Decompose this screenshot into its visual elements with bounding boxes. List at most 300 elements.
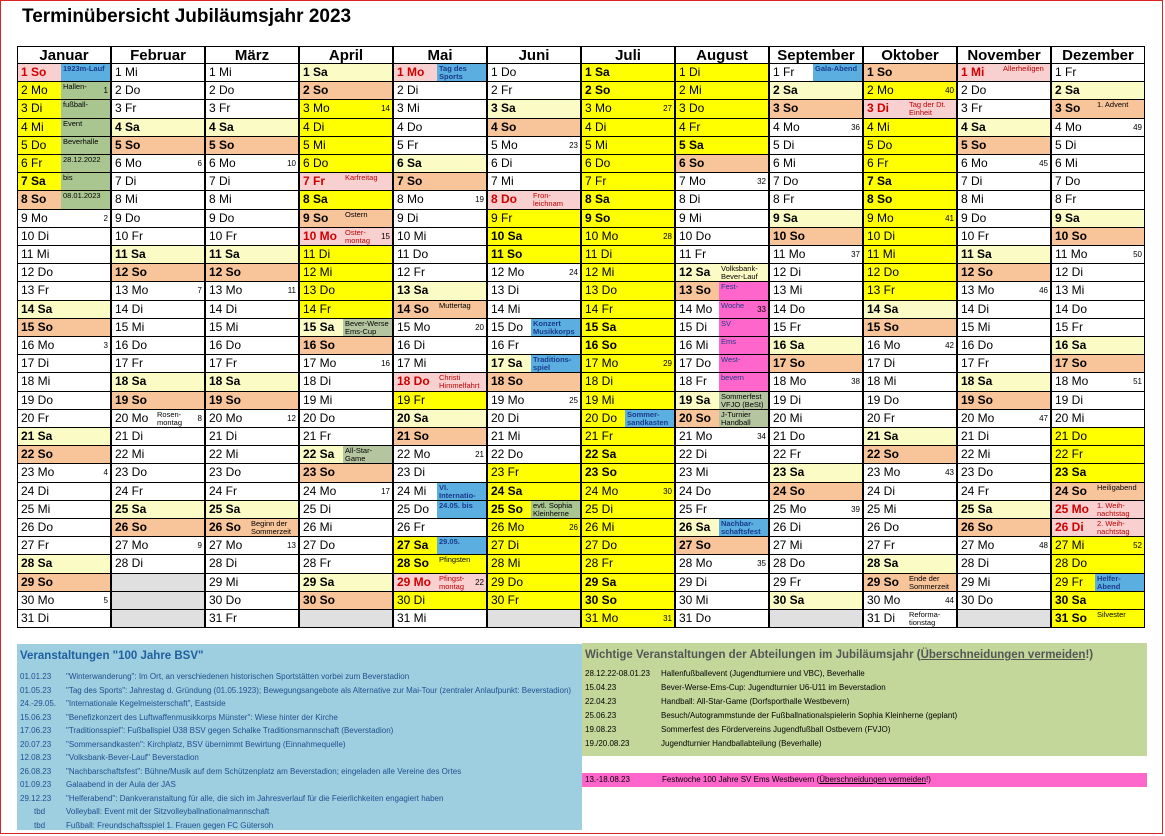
day-cell[interactable]: [17, 428, 111, 446]
day-cell[interactable]: [769, 592, 863, 610]
day-cell[interactable]: [205, 210, 299, 228]
day-cell[interactable]: [863, 301, 957, 319]
day-cell[interactable]: [769, 100, 863, 118]
day-cell[interactable]: [1051, 173, 1145, 191]
day-cell[interactable]: [581, 264, 675, 282]
day-cell[interactable]: [957, 373, 1051, 391]
day-cell[interactable]: [393, 119, 487, 137]
day-cell[interactable]: [299, 282, 393, 300]
day-cell[interactable]: [581, 119, 675, 137]
day-cell[interactable]: [581, 373, 675, 391]
day-cell[interactable]: [299, 464, 393, 482]
day-cell[interactable]: [863, 446, 957, 464]
day-cell[interactable]: [205, 137, 299, 155]
day-cell[interactable]: [957, 82, 1051, 100]
day-cell[interactable]: [1051, 100, 1145, 118]
day-cell[interactable]: [487, 301, 581, 319]
day-cell[interactable]: [675, 282, 769, 300]
day-cell[interactable]: [111, 155, 205, 173]
day-cell[interactable]: [581, 610, 675, 628]
day-cell[interactable]: [17, 191, 111, 209]
day-cell[interactable]: [581, 592, 675, 610]
day-cell[interactable]: [205, 483, 299, 501]
day-cell[interactable]: [17, 373, 111, 391]
day-cell[interactable]: [581, 410, 675, 428]
day-cell[interactable]: [393, 355, 487, 373]
day-cell[interactable]: [675, 246, 769, 264]
day-cell[interactable]: [863, 574, 957, 592]
day-cell[interactable]: [1051, 373, 1145, 391]
day-cell[interactable]: [393, 464, 487, 482]
day-cell[interactable]: [299, 519, 393, 537]
day-cell[interactable]: [581, 464, 675, 482]
day-cell[interactable]: [487, 410, 581, 428]
day-cell[interactable]: [299, 173, 393, 191]
day-cell[interactable]: [769, 464, 863, 482]
day-cell[interactable]: [675, 537, 769, 555]
day-cell[interactable]: [111, 282, 205, 300]
day-cell[interactable]: [393, 64, 487, 82]
day-cell[interactable]: [957, 137, 1051, 155]
day-cell[interactable]: [205, 446, 299, 464]
day-cell[interactable]: [581, 301, 675, 319]
day-cell[interactable]: [393, 100, 487, 118]
day-cell[interactable]: [957, 537, 1051, 555]
day-cell[interactable]: [299, 264, 393, 282]
day-cell[interactable]: [769, 337, 863, 355]
day-cell[interactable]: [299, 191, 393, 209]
day-cell[interactable]: [205, 100, 299, 118]
day-cell[interactable]: [769, 137, 863, 155]
day-cell[interactable]: [205, 410, 299, 428]
day-cell[interactable]: [957, 191, 1051, 209]
day-cell[interactable]: [863, 537, 957, 555]
day-cell[interactable]: [487, 337, 581, 355]
day-cell[interactable]: [205, 610, 299, 628]
day-cell[interactable]: [487, 355, 581, 373]
day-cell[interactable]: [111, 501, 205, 519]
day-cell[interactable]: [863, 119, 957, 137]
day-cell[interactable]: [111, 228, 205, 246]
day-cell[interactable]: [957, 264, 1051, 282]
day-cell[interactable]: [111, 82, 205, 100]
day-cell[interactable]: [111, 64, 205, 82]
day-cell[interactable]: [957, 246, 1051, 264]
day-cell[interactable]: [393, 574, 487, 592]
day-cell[interactable]: [111, 555, 205, 573]
day-cell[interactable]: [299, 210, 393, 228]
day-cell[interactable]: [581, 428, 675, 446]
day-cell[interactable]: [111, 100, 205, 118]
day-cell[interactable]: [769, 410, 863, 428]
day-cell[interactable]: [17, 64, 111, 82]
day-cell[interactable]: [769, 574, 863, 592]
day-cell[interactable]: [487, 483, 581, 501]
day-cell[interactable]: [205, 428, 299, 446]
day-cell[interactable]: [1051, 137, 1145, 155]
day-cell[interactable]: [393, 246, 487, 264]
day-cell[interactable]: [675, 428, 769, 446]
day-cell[interactable]: [487, 210, 581, 228]
day-cell[interactable]: [957, 446, 1051, 464]
day-cell[interactable]: [111, 446, 205, 464]
day-cell[interactable]: [769, 282, 863, 300]
day-cell[interactable]: [487, 319, 581, 337]
day-cell[interactable]: [299, 137, 393, 155]
day-cell[interactable]: [769, 173, 863, 191]
day-cell[interactable]: [205, 228, 299, 246]
day-cell[interactable]: [863, 82, 957, 100]
day-cell[interactable]: [1051, 228, 1145, 246]
day-cell[interactable]: [393, 155, 487, 173]
day-cell[interactable]: [393, 446, 487, 464]
day-cell[interactable]: [299, 355, 393, 373]
day-cell[interactable]: [299, 483, 393, 501]
day-cell[interactable]: [1051, 446, 1145, 464]
day-cell[interactable]: [957, 464, 1051, 482]
day-cell[interactable]: [111, 537, 205, 555]
day-cell[interactable]: [1051, 210, 1145, 228]
day-cell[interactable]: [1051, 555, 1145, 573]
day-cell[interactable]: [581, 355, 675, 373]
day-cell[interactable]: [205, 373, 299, 391]
day-cell[interactable]: [487, 137, 581, 155]
day-cell[interactable]: [487, 446, 581, 464]
day-cell[interactable]: [675, 82, 769, 100]
day-cell[interactable]: [957, 574, 1051, 592]
day-cell[interactable]: [675, 337, 769, 355]
day-cell[interactable]: [581, 173, 675, 191]
day-cell[interactable]: [1051, 191, 1145, 209]
day-cell[interactable]: [581, 100, 675, 118]
day-cell[interactable]: [17, 246, 111, 264]
day-cell[interactable]: [675, 137, 769, 155]
day-cell[interactable]: [957, 119, 1051, 137]
day-cell[interactable]: [957, 155, 1051, 173]
day-cell[interactable]: [205, 574, 299, 592]
day-cell[interactable]: [863, 519, 957, 537]
day-cell[interactable]: [863, 483, 957, 501]
day-cell[interactable]: [299, 337, 393, 355]
day-cell[interactable]: [17, 337, 111, 355]
day-cell[interactable]: [769, 428, 863, 446]
day-cell[interactable]: [299, 64, 393, 82]
day-cell[interactable]: [487, 373, 581, 391]
day-cell[interactable]: [393, 519, 487, 537]
day-cell[interactable]: [111, 392, 205, 410]
day-cell[interactable]: [769, 264, 863, 282]
day-cell[interactable]: [1051, 319, 1145, 337]
day-cell[interactable]: [299, 428, 393, 446]
day-cell[interactable]: [17, 592, 111, 610]
day-cell[interactable]: [1051, 483, 1145, 501]
day-cell[interactable]: [769, 501, 863, 519]
day-cell[interactable]: [957, 319, 1051, 337]
day-cell[interactable]: [769, 82, 863, 100]
day-cell[interactable]: [957, 410, 1051, 428]
day-cell[interactable]: [675, 592, 769, 610]
day-cell[interactable]: [393, 228, 487, 246]
day-cell[interactable]: [17, 464, 111, 482]
day-cell[interactable]: [393, 537, 487, 555]
day-cell[interactable]: [17, 264, 111, 282]
day-cell[interactable]: [957, 301, 1051, 319]
day-cell[interactable]: [487, 228, 581, 246]
day-cell[interactable]: [863, 373, 957, 391]
day-cell[interactable]: [957, 210, 1051, 228]
day-cell[interactable]: [581, 155, 675, 173]
day-cell[interactable]: [17, 100, 111, 118]
day-cell[interactable]: [1051, 574, 1145, 592]
day-cell[interactable]: [487, 574, 581, 592]
day-cell[interactable]: [487, 392, 581, 410]
day-cell[interactable]: [111, 119, 205, 137]
day-cell[interactable]: [769, 483, 863, 501]
day-cell[interactable]: [769, 373, 863, 391]
day-cell[interactable]: [957, 282, 1051, 300]
day-cell[interactable]: [205, 301, 299, 319]
day-cell[interactable]: [299, 537, 393, 555]
day-cell[interactable]: [111, 483, 205, 501]
day-cell[interactable]: [111, 301, 205, 319]
day-cell[interactable]: [581, 483, 675, 501]
day-cell[interactable]: [205, 246, 299, 264]
day-cell[interactable]: [299, 555, 393, 573]
day-cell[interactable]: [299, 301, 393, 319]
day-cell[interactable]: [17, 82, 111, 100]
day-cell[interactable]: [299, 82, 393, 100]
day-cell[interactable]: [675, 228, 769, 246]
day-cell[interactable]: [957, 392, 1051, 410]
day-cell[interactable]: [863, 610, 957, 628]
day-cell[interactable]: [111, 410, 205, 428]
day-cell[interactable]: [17, 355, 111, 373]
day-cell[interactable]: [1051, 501, 1145, 519]
day-cell[interactable]: [393, 555, 487, 573]
day-cell[interactable]: [17, 319, 111, 337]
day-cell[interactable]: [675, 191, 769, 209]
day-cell[interactable]: [487, 464, 581, 482]
day-cell[interactable]: [299, 119, 393, 137]
day-cell[interactable]: [769, 519, 863, 537]
day-cell[interactable]: [863, 137, 957, 155]
day-cell[interactable]: [487, 519, 581, 537]
day-cell[interactable]: [205, 82, 299, 100]
day-cell[interactable]: [17, 410, 111, 428]
day-cell[interactable]: [581, 64, 675, 82]
day-cell[interactable]: [581, 137, 675, 155]
day-cell[interactable]: [205, 264, 299, 282]
day-cell[interactable]: [675, 373, 769, 391]
day-cell[interactable]: [393, 82, 487, 100]
day-cell[interactable]: [769, 392, 863, 410]
day-cell[interactable]: [111, 373, 205, 391]
day-cell[interactable]: [299, 100, 393, 118]
day-cell[interactable]: [581, 537, 675, 555]
day-cell[interactable]: [487, 119, 581, 137]
day-cell[interactable]: [17, 501, 111, 519]
day-cell[interactable]: [957, 64, 1051, 82]
day-cell[interactable]: [675, 501, 769, 519]
day-cell[interactable]: [675, 610, 769, 628]
day-cell[interactable]: [487, 264, 581, 282]
day-cell[interactable]: [581, 519, 675, 537]
day-cell[interactable]: [393, 319, 487, 337]
day-cell[interactable]: [205, 282, 299, 300]
day-cell[interactable]: [1051, 246, 1145, 264]
day-cell[interactable]: [487, 501, 581, 519]
day-cell[interactable]: [205, 64, 299, 82]
day-cell[interactable]: [111, 264, 205, 282]
day-cell[interactable]: [769, 301, 863, 319]
day-cell[interactable]: [487, 82, 581, 100]
day-cell[interactable]: [393, 191, 487, 209]
day-cell[interactable]: [487, 282, 581, 300]
day-cell[interactable]: [1051, 410, 1145, 428]
day-cell[interactable]: [393, 210, 487, 228]
day-cell[interactable]: [111, 246, 205, 264]
day-cell[interactable]: [863, 100, 957, 118]
day-cell[interactable]: [205, 155, 299, 173]
day-cell[interactable]: [675, 173, 769, 191]
day-cell[interactable]: [675, 519, 769, 537]
day-cell[interactable]: [205, 501, 299, 519]
day-cell[interactable]: [675, 155, 769, 173]
day-cell[interactable]: [675, 446, 769, 464]
day-cell[interactable]: [111, 355, 205, 373]
day-cell[interactable]: [581, 555, 675, 573]
day-cell[interactable]: [581, 246, 675, 264]
day-cell[interactable]: [299, 501, 393, 519]
day-cell[interactable]: [299, 592, 393, 610]
day-cell[interactable]: [863, 428, 957, 446]
day-cell[interactable]: [393, 301, 487, 319]
day-cell[interactable]: [299, 574, 393, 592]
day-cell[interactable]: [1051, 82, 1145, 100]
day-cell[interactable]: [863, 410, 957, 428]
day-cell[interactable]: [581, 228, 675, 246]
day-cell[interactable]: [769, 119, 863, 137]
day-cell[interactable]: [17, 119, 111, 137]
day-cell[interactable]: [1051, 337, 1145, 355]
day-cell[interactable]: [17, 519, 111, 537]
day-cell[interactable]: [393, 264, 487, 282]
day-cell[interactable]: [205, 173, 299, 191]
day-cell[interactable]: [769, 228, 863, 246]
day-cell[interactable]: [17, 610, 111, 628]
day-cell[interactable]: [299, 228, 393, 246]
day-cell[interactable]: [1051, 537, 1145, 555]
day-cell[interactable]: [17, 555, 111, 573]
day-cell[interactable]: [769, 319, 863, 337]
day-cell[interactable]: [1051, 282, 1145, 300]
day-cell[interactable]: [581, 392, 675, 410]
day-cell[interactable]: [675, 464, 769, 482]
day-cell[interactable]: [393, 373, 487, 391]
day-cell[interactable]: [863, 210, 957, 228]
day-cell[interactable]: [487, 246, 581, 264]
day-cell[interactable]: [299, 410, 393, 428]
day-cell[interactable]: [863, 264, 957, 282]
day-cell[interactable]: [581, 337, 675, 355]
day-cell[interactable]: [675, 574, 769, 592]
day-cell[interactable]: [393, 483, 487, 501]
day-cell[interactable]: [863, 155, 957, 173]
day-cell[interactable]: [1051, 464, 1145, 482]
day-cell[interactable]: [1051, 428, 1145, 446]
day-cell[interactable]: [487, 155, 581, 173]
day-cell[interactable]: [205, 319, 299, 337]
day-cell[interactable]: [205, 555, 299, 573]
day-cell[interactable]: [1051, 264, 1145, 282]
day-cell[interactable]: [863, 191, 957, 209]
day-cell[interactable]: [487, 428, 581, 446]
day-cell[interactable]: [111, 464, 205, 482]
day-cell[interactable]: [581, 282, 675, 300]
day-cell[interactable]: [581, 574, 675, 592]
day-cell[interactable]: [863, 246, 957, 264]
day-cell[interactable]: [957, 483, 1051, 501]
day-cell[interactable]: [1051, 119, 1145, 137]
day-cell[interactable]: [769, 537, 863, 555]
day-cell[interactable]: [487, 191, 581, 209]
day-cell[interactable]: [863, 64, 957, 82]
day-cell[interactable]: [769, 555, 863, 573]
day-cell[interactable]: [487, 592, 581, 610]
day-cell[interactable]: [675, 410, 769, 428]
day-cell[interactable]: [17, 301, 111, 319]
day-cell[interactable]: [17, 483, 111, 501]
day-cell[interactable]: [957, 228, 1051, 246]
day-cell[interactable]: [1051, 519, 1145, 537]
day-cell[interactable]: [769, 446, 863, 464]
day-cell[interactable]: [299, 392, 393, 410]
day-cell[interactable]: [111, 210, 205, 228]
day-cell[interactable]: [111, 173, 205, 191]
day-cell[interactable]: [675, 100, 769, 118]
day-cell[interactable]: [863, 173, 957, 191]
day-cell[interactable]: [1051, 355, 1145, 373]
day-cell[interactable]: [581, 446, 675, 464]
day-cell[interactable]: [863, 282, 957, 300]
day-cell[interactable]: [957, 592, 1051, 610]
day-cell[interactable]: [205, 355, 299, 373]
day-cell[interactable]: [957, 337, 1051, 355]
day-cell[interactable]: [393, 410, 487, 428]
day-cell[interactable]: [487, 537, 581, 555]
day-cell[interactable]: [581, 82, 675, 100]
day-cell[interactable]: [17, 574, 111, 592]
day-cell[interactable]: [863, 392, 957, 410]
day-cell[interactable]: [863, 355, 957, 373]
day-cell[interactable]: [393, 173, 487, 191]
day-cell[interactable]: [17, 228, 111, 246]
day-cell[interactable]: [299, 373, 393, 391]
day-cell[interactable]: [17, 173, 111, 191]
day-cell[interactable]: [957, 519, 1051, 537]
day-cell[interactable]: [17, 210, 111, 228]
day-cell[interactable]: [205, 191, 299, 209]
day-cell[interactable]: [675, 210, 769, 228]
day-cell[interactable]: [675, 319, 769, 337]
day-cell[interactable]: [17, 137, 111, 155]
day-cell[interactable]: [957, 428, 1051, 446]
day-cell[interactable]: [581, 501, 675, 519]
day-cell[interactable]: [205, 592, 299, 610]
day-cell[interactable]: [675, 301, 769, 319]
day-cell[interactable]: [581, 210, 675, 228]
day-cell[interactable]: [581, 191, 675, 209]
